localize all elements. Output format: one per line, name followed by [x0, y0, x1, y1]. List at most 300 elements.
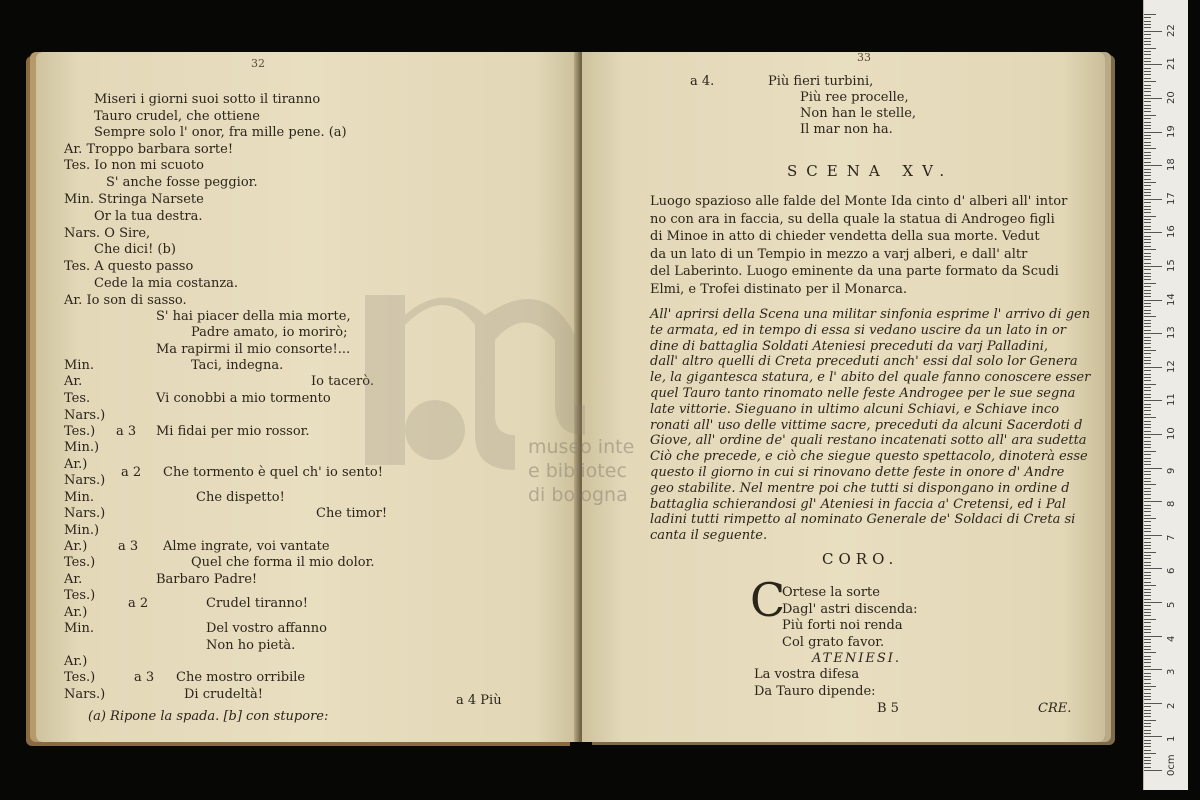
ruler-tick	[1144, 256, 1151, 257]
ruler-number: 17	[1166, 192, 1177, 205]
ruler-tick	[1144, 666, 1151, 667]
ruler-number: 13	[1166, 326, 1177, 340]
verse-line: Tes.)	[64, 670, 96, 685]
coro-line: Col grato favor.	[782, 634, 885, 650]
ruler-tick	[1144, 202, 1151, 203]
ruler-tick	[1144, 410, 1151, 411]
verse-line: Tes.)	[64, 588, 96, 603]
description-line: del Laberinto. Luogo eminente da una parte formato da Scudi	[650, 264, 1059, 279]
verse-line: Ar.	[64, 374, 83, 389]
ruler-tick	[1144, 770, 1162, 771]
verse-line: Ar.)	[64, 539, 88, 554]
verse-line: Ma rapirmi il mio consorte!...	[156, 342, 351, 357]
verse-line: a 3	[116, 424, 137, 439]
ruler-tick	[1144, 639, 1151, 640]
verse-line: Padre amato, io morirò;	[191, 325, 348, 340]
ruler-tick	[1144, 300, 1162, 301]
ruler-tick	[1144, 219, 1151, 220]
ruler-tick	[1144, 128, 1151, 129]
ruler-tick	[1144, 58, 1151, 59]
stage-direction-line: geo stabilite. Nel mentre poi che tutti si dispongano in ordine d	[650, 480, 1070, 496]
intro-verse-line: a 4.	[690, 74, 715, 89]
ruler-tick	[1144, 578, 1151, 579]
ruler-tick	[1144, 568, 1162, 569]
verse-line: Ar.	[64, 572, 83, 587]
ruler-tick	[1144, 95, 1151, 96]
verse-line: Miseri i giorni suoi sotto il tiranno	[94, 92, 321, 107]
ruler-tick	[1144, 706, 1151, 707]
verse-line: Tes. A questo passo	[64, 259, 194, 274]
verse-line: Min.	[64, 490, 94, 505]
ruler-tick	[1144, 138, 1151, 139]
ruler-tick	[1144, 441, 1151, 442]
ruler-number: 22	[1166, 24, 1177, 37]
ruler-tick	[1144, 760, 1151, 761]
ruler-number: 19	[1166, 124, 1177, 138]
ruler-tick	[1144, 696, 1151, 697]
verse-line: Ar. Io son di sasso.	[64, 293, 187, 308]
ruler-tick	[1144, 155, 1151, 156]
ruler-tick	[1144, 236, 1151, 237]
ruler-tick	[1144, 253, 1151, 254]
ruler-tick	[1144, 259, 1151, 260]
ruler-tick	[1144, 595, 1151, 596]
ruler-tick	[1144, 575, 1151, 576]
ruler-tick	[1144, 38, 1151, 39]
ruler-number: 12	[1166, 360, 1177, 373]
ruler-tick	[1144, 384, 1156, 385]
ruler-number: 20	[1166, 91, 1177, 104]
ruler-tick	[1144, 165, 1162, 166]
intro-verse-line: Non han le stelle,	[800, 106, 917, 121]
ruler-tick	[1144, 293, 1151, 294]
verse-line: Tes.)	[64, 424, 96, 439]
ruler-tick	[1144, 296, 1151, 297]
ruler-tick	[1144, 693, 1151, 694]
ruler-number: 11	[1166, 393, 1177, 407]
ruler-tick	[1144, 505, 1151, 506]
ruler-tick	[1144, 767, 1151, 768]
ruler-tick	[1144, 646, 1151, 647]
ruler-tick	[1144, 652, 1156, 653]
ruler-tick	[1144, 605, 1151, 606]
ruler-tick	[1144, 286, 1151, 287]
ruler-tick	[1144, 444, 1151, 445]
description-line: da un lato di un Tempio in mezzo a varj alberi, e dall' altr	[650, 246, 1028, 262]
coro-line: Ortese la sorte	[782, 585, 880, 600]
verse-line: a 3	[118, 539, 139, 554]
measurement-ruler	[1143, 0, 1188, 790]
ruler-tick	[1144, 31, 1162, 32]
description-line: Elmi, e Trofei distinato per il Monarca.	[650, 281, 908, 297]
ruler-tick	[1144, 74, 1151, 75]
ruler-tick	[1144, 290, 1151, 291]
ruler-tick	[1144, 269, 1151, 270]
ruler-number: 2	[1166, 702, 1177, 709]
ruler-tick	[1144, 615, 1151, 616]
ruler-tick	[1144, 313, 1151, 314]
ruler-tick	[1144, 458, 1151, 459]
right-page-number: 33	[857, 51, 871, 64]
ruler-tick	[1144, 273, 1151, 274]
ruler-tick	[1144, 407, 1151, 408]
verse-line: Ar.)	[64, 605, 88, 620]
ruler-tick	[1144, 34, 1151, 35]
ruler-tick	[1144, 733, 1151, 734]
verse-line: Che tormento è quel ch' io sento!	[163, 465, 383, 480]
verse-line: Che mostro orribile	[176, 670, 306, 685]
ruler-tick	[1144, 414, 1151, 415]
ruler-tick	[1144, 525, 1151, 526]
ruler-tick	[1144, 91, 1151, 92]
ruler-tick	[1144, 424, 1151, 425]
scena-title: SCENA XV.	[787, 162, 954, 180]
ruler-tick	[1144, 51, 1151, 52]
coro-drop-cap: C	[750, 573, 786, 627]
ruler-tick	[1144, 68, 1151, 69]
ruler-tick	[1144, 377, 1151, 378]
verse-line: Io tacerò.	[311, 374, 374, 389]
ruler-tick	[1144, 24, 1151, 25]
ruler-tick	[1144, 528, 1151, 529]
ruler-tick	[1144, 111, 1151, 112]
stage-direction-line: All' aprirsi della Scena una militar sinfonia esprime l' arrivo di gen	[650, 307, 1091, 322]
ruler-tick	[1144, 558, 1151, 559]
verse-line: Cede la mia costanza.	[94, 276, 239, 291]
ruler-tick	[1144, 135, 1151, 136]
coro-title: CORO.	[822, 550, 899, 568]
ruler-tick	[1144, 750, 1151, 751]
ruler-tick	[1144, 552, 1156, 553]
ruler-tick	[1144, 468, 1162, 469]
ruler-tick	[1144, 508, 1151, 509]
verse-line: a 3	[134, 670, 155, 685]
ruler-tick	[1144, 515, 1151, 516]
verse-line: Taci, indegna.	[191, 358, 284, 373]
ruler-tick	[1144, 212, 1151, 213]
ruler-tick	[1144, 132, 1162, 133]
description-line: no con ara in faccia, su della quale la statua di Androgeo figli	[650, 211, 1055, 227]
ruler-tick	[1144, 360, 1151, 361]
verse-line: Nars.)	[64, 473, 106, 488]
verse-line: S' anche fosse peggior.	[106, 175, 258, 190]
ruler-tick	[1144, 78, 1151, 79]
verse-line: Ar. Troppo barbara sorte!	[64, 142, 234, 157]
ruler-tick	[1144, 642, 1151, 643]
verse-line: Min. Stringa Narsete	[64, 192, 204, 207]
ruler-tick	[1144, 216, 1156, 217]
ruler-tick	[1144, 323, 1151, 324]
stage-direction-line: questo il giorno in cui si rinovano dette feste in onore d' Andre	[650, 465, 1065, 480]
ruler-tick	[1144, 592, 1151, 593]
ruler-tick	[1144, 363, 1151, 364]
stage-direction-line: battaglia schierandosi gl' Ateniesi in faccia a' Cretensi, ed i Pal	[650, 496, 1066, 512]
ruler-tick	[1144, 179, 1151, 180]
ruler-tick	[1144, 14, 1156, 15]
ruler-tick	[1144, 669, 1162, 670]
catchword: CRE.	[1038, 701, 1072, 716]
verse-line: Del vostro affanno	[206, 621, 327, 636]
ruler-tick	[1144, 572, 1151, 573]
verse-line: Non ho pietà.	[206, 638, 296, 653]
ruler-tick	[1144, 316, 1156, 317]
ruler-tick	[1144, 374, 1151, 375]
ruler-tick	[1144, 337, 1151, 338]
ruler-tick	[1144, 48, 1156, 49]
ruler-tick	[1144, 743, 1151, 744]
ruler-tick	[1144, 649, 1151, 650]
ruler-tick	[1144, 44, 1151, 45]
ruler-tick	[1144, 451, 1156, 452]
stage-direction-line: dine di battaglia Soldati Ateniesi preceduti da varj Palladini,	[650, 338, 1049, 354]
verse-line: a 2	[128, 596, 149, 611]
ruler-tick	[1144, 249, 1156, 250]
ruler-tick	[1144, 736, 1162, 737]
ruler-tick	[1144, 101, 1151, 102]
ruler-tick	[1144, 703, 1162, 704]
ruler-tick	[1144, 266, 1162, 267]
ruler-tick	[1144, 612, 1151, 613]
ruler-tick	[1144, 387, 1151, 388]
ruler-tick	[1144, 343, 1151, 344]
verse-line: Nars.)	[64, 506, 106, 521]
ruler-tick	[1144, 713, 1151, 714]
ruler-tick	[1144, 189, 1151, 190]
ruler-tick	[1144, 182, 1156, 183]
ruler-tick	[1144, 54, 1151, 55]
ruler-tick	[1144, 689, 1151, 690]
ruler-tick	[1144, 404, 1151, 405]
ruler-tick	[1144, 340, 1151, 341]
watermark-text-2: e bibliotec	[528, 460, 627, 482]
ruler-tick	[1144, 21, 1151, 22]
ruler-tick	[1144, 662, 1151, 663]
ruler-tick	[1144, 699, 1151, 700]
ruler-tick	[1144, 565, 1151, 566]
ruler-tick	[1144, 683, 1151, 684]
verse-line: Tes.)	[64, 555, 96, 570]
ruler-tick	[1144, 636, 1162, 637]
ruler-tick	[1144, 85, 1151, 86]
ruler-tick	[1144, 242, 1151, 243]
ruler-tick	[1144, 498, 1151, 499]
ruler-tick	[1144, 17, 1151, 18]
ruler-number: 15	[1166, 259, 1177, 272]
ruler-tick	[1144, 632, 1151, 633]
ruler-tick	[1144, 283, 1156, 284]
ruler-number: 21	[1166, 57, 1177, 71]
ruler-tick	[1144, 629, 1151, 630]
ruler-tick	[1144, 232, 1162, 233]
verse-line: Min.)	[64, 523, 100, 538]
ruler-tick	[1144, 206, 1151, 207]
ruler-tick	[1144, 589, 1151, 590]
ruler-tick	[1144, 545, 1151, 546]
ruler-tick	[1144, 142, 1151, 143]
ruler-tick	[1144, 726, 1151, 727]
ruler-tick	[1144, 531, 1151, 532]
stage-direction-line: canta il seguente.	[650, 528, 768, 544]
ruler-tick	[1144, 108, 1151, 109]
ruler-tick	[1144, 720, 1156, 721]
ruler-number: 16	[1166, 225, 1177, 239]
ruler-tick	[1144, 239, 1151, 240]
ruler-tick	[1144, 229, 1151, 230]
ruler-tick	[1144, 357, 1151, 358]
ruler-tick	[1144, 279, 1151, 280]
right-page	[582, 52, 1105, 742]
ruler-tick	[1144, 464, 1151, 465]
left-footnote: (a) Ripone la spada. [b] con stupore:	[88, 709, 329, 724]
verse-line: Ar.)	[64, 457, 88, 472]
ruler-number: 10	[1166, 427, 1177, 440]
watermark-text-3: di bologna	[528, 484, 628, 506]
ruler-tick	[1144, 757, 1151, 758]
ruler-tick	[1144, 330, 1151, 331]
ruler-number: 8	[1166, 500, 1177, 508]
verse-line: Alme ingrate, voi vantate	[163, 539, 330, 554]
ruler-tick	[1144, 484, 1156, 485]
ruler-number: 4	[1166, 635, 1177, 642]
ruler-tick	[1144, 599, 1151, 600]
verse-line: a 4 Più	[456, 693, 502, 708]
verse-line: Vi conobbi a mio tormento	[156, 391, 331, 406]
ruler-tick	[1144, 397, 1151, 398]
ruler-tick	[1144, 421, 1151, 422]
verse-line: a 2	[121, 465, 142, 480]
ruler-tick	[1144, 88, 1151, 89]
ruler-tick	[1144, 622, 1151, 623]
ruler-tick	[1144, 303, 1151, 304]
ruler-tick	[1144, 723, 1151, 724]
ruler-tick	[1144, 41, 1151, 42]
verse-line: Che dici! (b)	[94, 242, 176, 257]
stage-direction-line: dall' altro quelli di Creta preceduti anch' essi dal solo lor Genera	[650, 354, 1078, 370]
ruler-tick	[1144, 511, 1151, 512]
ruler-number: 7	[1166, 534, 1177, 541]
ruler-tick	[1144, 320, 1151, 321]
ruler-tick	[1144, 98, 1162, 99]
ruler-tick	[1144, 222, 1151, 223]
ruler-tick	[1144, 582, 1151, 583]
stage-direction-line: le, la gigantesca statura, e l' abito del quale fanno conoscere esser	[650, 370, 1091, 386]
ruler-tick	[1144, 246, 1151, 247]
ruler-tick	[1144, 27, 1151, 28]
ruler-tick	[1144, 353, 1151, 354]
verse-line: Tes. Io non mi scuoto	[64, 158, 204, 173]
verse-line: Ar.)	[64, 654, 88, 669]
ruler-tick	[1144, 263, 1151, 264]
ruler-tick	[1144, 716, 1151, 717]
ruler-number: 1	[1166, 736, 1177, 743]
verse-line: Tauro crudel, che ottiene	[94, 109, 260, 124]
ruler-tick	[1144, 370, 1151, 371]
verse-line: Min.	[64, 621, 94, 636]
ruler-tick	[1144, 740, 1151, 741]
ruler-tick	[1144, 676, 1151, 677]
ateniesi-label: ATENIESI.	[812, 651, 902, 666]
ruler-tick	[1144, 162, 1151, 163]
stage-direction-line: ladini tutti rimpetto al nominato Generale de' Soldaci di Creta si	[650, 512, 1076, 528]
ruler-number: 18	[1166, 158, 1177, 172]
ruler-tick	[1144, 209, 1151, 210]
coro-line: Più forti noi renda	[782, 618, 903, 633]
ruler-tick	[1144, 310, 1151, 311]
stage-direction-line: Ciò che precede, e ciò che siegue questo spettacolo, dinoterà esse	[650, 449, 1088, 465]
ruler-tick	[1144, 673, 1151, 674]
ruler-tick	[1144, 461, 1151, 462]
ruler-tick	[1144, 64, 1162, 65]
ruler-tick	[1144, 172, 1151, 173]
ruler-number: 5	[1166, 601, 1177, 608]
ruler-tick	[1144, 276, 1151, 277]
ruler-tick	[1144, 417, 1156, 418]
ruler-tick	[1144, 61, 1151, 62]
verse-line: S' hai piacer della mia morte,	[156, 309, 351, 324]
ruler-tick	[1144, 427, 1151, 428]
ruler-tick	[1144, 192, 1151, 193]
ruler-tick	[1144, 367, 1162, 368]
verse-line: Che timor!	[316, 506, 388, 521]
stage-direction-line: te armata, ed in tempo di essa si vedano uscire da un lato in or	[650, 322, 1066, 338]
ruler-tick	[1144, 585, 1156, 586]
ruler-tick	[1144, 555, 1151, 556]
verse-line: Nars.)	[64, 408, 106, 423]
intro-verse-line: Il mar non ha.	[800, 122, 893, 137]
ruler-number: 9	[1166, 467, 1177, 474]
ruler-number: 0cm	[1166, 754, 1177, 776]
ruler-tick	[1144, 659, 1151, 660]
ruler-tick	[1144, 158, 1151, 159]
ruler-tick	[1144, 81, 1156, 82]
ruler-tick	[1144, 454, 1151, 455]
ruler-tick	[1144, 753, 1156, 754]
description-line: di Minoe in atto di chieder vendetta della sua morte. Vedut	[650, 229, 1040, 244]
ruler-tick	[1144, 501, 1162, 502]
ateniesi-line: Da Tauro dipende:	[754, 683, 876, 699]
ruler-tick	[1144, 619, 1156, 620]
ruler-tick	[1144, 175, 1151, 176]
verse-line: Sempre solo l' onor, fra mille pene. (a)	[94, 125, 347, 140]
ruler-tick	[1144, 185, 1151, 186]
ruler-tick	[1144, 686, 1156, 687]
ruler-tick	[1144, 710, 1151, 711]
ruler-tick	[1144, 195, 1151, 196]
ruler-tick	[1144, 521, 1151, 522]
verse-line: Barbaro Padre!	[156, 572, 258, 587]
watermark-text-1: museo inte	[528, 436, 635, 458]
ruler-tick	[1144, 148, 1156, 149]
ruler-tick	[1144, 679, 1151, 680]
coro-line: Dagl' astri discenda:	[782, 601, 918, 617]
ruler-tick	[1144, 105, 1151, 106]
ruler-tick	[1144, 394, 1151, 395]
ruler-tick	[1144, 548, 1151, 549]
ruler-tick	[1144, 538, 1151, 539]
ruler-number: 6	[1166, 568, 1177, 575]
signature-mark: B 5	[877, 701, 899, 716]
ruler-tick	[1144, 333, 1162, 334]
ruler-tick	[1144, 656, 1151, 657]
ruler-tick	[1144, 478, 1151, 479]
ruler-tick	[1144, 169, 1151, 170]
stage-direction-line: quel Tauro tanto rinomato nelle feste Androgee per le sue segna	[650, 386, 1076, 401]
ruler-tick	[1144, 481, 1151, 482]
ateniesi-line: La vostra difesa	[754, 667, 860, 682]
ruler-tick	[1144, 118, 1151, 119]
ruler-tick	[1144, 602, 1162, 603]
ruler-tick	[1144, 347, 1151, 348]
